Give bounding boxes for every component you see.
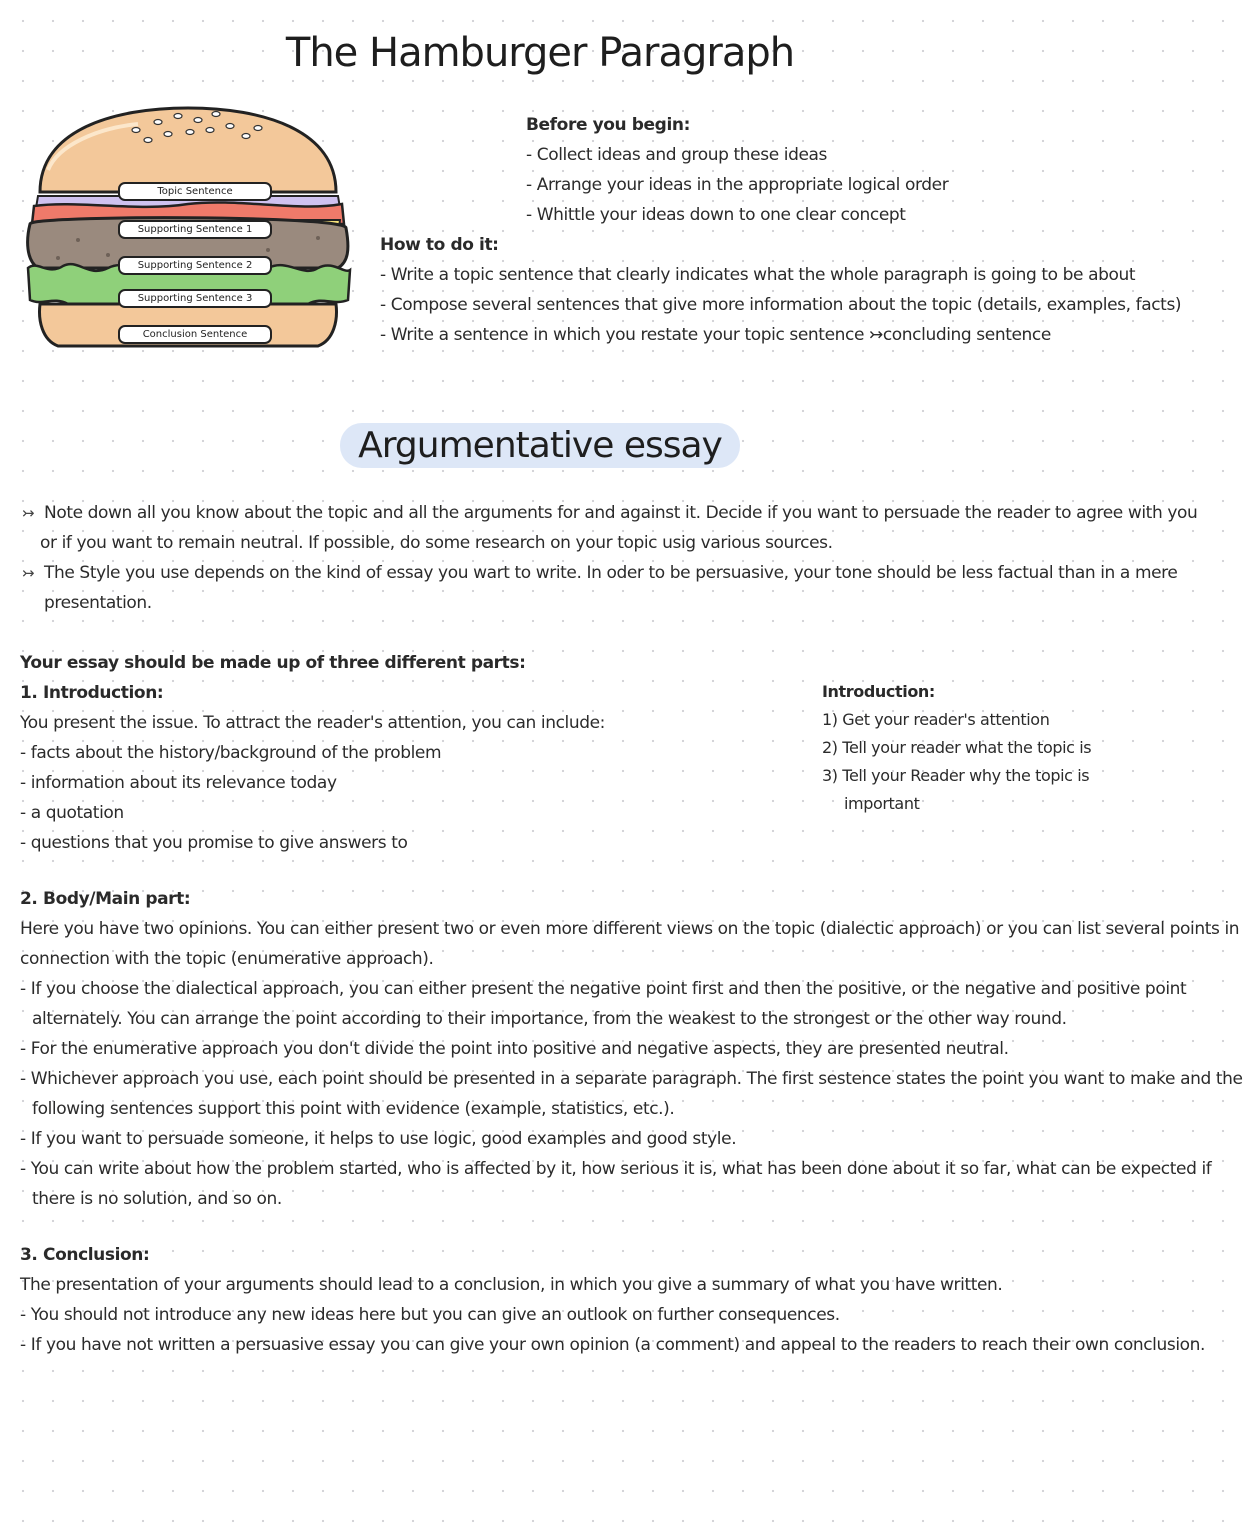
essay-title: Argumentative essay bbox=[340, 423, 740, 468]
burger-label-supporting-3: Supporting Sentence 3 bbox=[118, 289, 272, 308]
before-item: - Whittle your ideas down to one clear concept bbox=[526, 205, 906, 225]
conclusion-line: The presentation of your arguments should lead to a conclusion, in which you give a summary of what you have written. bbox=[20, 1275, 1003, 1295]
how-section bbox=[380, 230, 1181, 350]
body-line: - If you want to persuade someone, it helps to use logic, good examples and good style. bbox=[20, 1129, 737, 1149]
body-section bbox=[20, 884, 1243, 1214]
before-heading: Before you begin: bbox=[526, 115, 690, 135]
page-title: The Hamburger Paragraph bbox=[285, 30, 795, 76]
body-line: - If you choose the dialectical approach, you can either present the negative point first and then the positive, or the negative and positive point bbox=[20, 979, 1187, 999]
intro-line: - information about its relevance today bbox=[20, 773, 337, 793]
parts-section bbox=[20, 648, 605, 858]
how-heading: How to do it: bbox=[380, 235, 499, 255]
conclusion-line: - You should not introduce any new ideas here but you can give an outlook on further consequences. bbox=[20, 1305, 840, 1325]
body-line: - Whichever approach you use, each point should be presented in a separate paragraph. The first sestence states the point you want to make and the bbox=[20, 1069, 1243, 1089]
intro-line: - questions that you promise to give answers to bbox=[20, 833, 408, 853]
intro-box-line: 2) Tell your reader what the topic is bbox=[822, 738, 1092, 757]
intro-line: - facts about the history/background of the problem bbox=[20, 743, 442, 763]
body-line: - For the enumerative approach you don't divide the point into positive and negative aspects, they are presented neutral. bbox=[20, 1039, 1009, 1059]
note-line: presentation. bbox=[44, 593, 152, 613]
arrow-icon: ↣ bbox=[22, 564, 35, 582]
before-item: - Collect ideas and group these ideas bbox=[526, 145, 828, 165]
body-line: alternately. You can arrange the point according to their importance, from the weakest to the strongest or the other way round. bbox=[32, 1009, 1067, 1029]
note-line: ↣ Note down all you know about the topic and all the arguments for and against it. Decide if you want to persuade the reader to agree with you bbox=[22, 498, 1197, 528]
intro-box-line: 1) Get your reader's attention bbox=[822, 710, 1050, 729]
intro-line: - a quotation bbox=[20, 803, 124, 823]
burger-label-topic: Topic Sentence bbox=[118, 182, 272, 201]
intro-box-line: 3) Tell your Reader why the topic is bbox=[822, 766, 1090, 785]
body-line: following sentences support this point with evidence (example, statistics, etc.). bbox=[32, 1099, 675, 1119]
intro-box-heading: Introduction: bbox=[822, 682, 935, 701]
arrow-icon: ↣ bbox=[22, 504, 35, 522]
note-line: or if you want to remain neutral. If possible, do some research on your topic usig various sources. bbox=[40, 533, 833, 553]
parts-heading: Your essay should be made up of three different parts: bbox=[20, 653, 526, 673]
before-item: - Arrange your ideas in the appropriate logical order bbox=[526, 175, 949, 195]
how-item: - Compose several sentences that give more information about the topic (details, examples, facts) bbox=[380, 295, 1182, 315]
intro-box-line: important bbox=[844, 794, 920, 813]
body-line: connection with the topic (enumerative approach). bbox=[20, 949, 434, 969]
conclusion-heading: 3. Conclusion: bbox=[20, 1245, 150, 1265]
conclusion-section bbox=[20, 1240, 1205, 1360]
hamburger-illustration bbox=[18, 100, 358, 360]
burger-label-conclusion: Conclusion Sentence bbox=[118, 325, 272, 344]
body-line: there is no solution, and so on. bbox=[32, 1189, 282, 1209]
body-line: - You can write about how the problem started, who is affected by it, how serious it is, what has been done about it so far, what can be expected if bbox=[20, 1159, 1212, 1179]
conclusion-line: - If you have not written a persuasive essay you can give your own opinion (a comment) and appeal to the readers to reach their own conclusion. bbox=[20, 1335, 1206, 1355]
body-line: Here you have two opinions. You can either present two or even more different views on the topic (dialectic approach) or you can list several points in bbox=[20, 919, 1240, 939]
how-item: - Write a sentence in which you restate your topic sentence ↣concluding sentence bbox=[380, 325, 1051, 345]
intro-heading: 1. Introduction: bbox=[20, 683, 164, 703]
notes-section bbox=[22, 498, 1197, 618]
before-section bbox=[526, 110, 948, 230]
intro-sidebox bbox=[822, 678, 1091, 818]
burger-label-supporting-1: Supporting Sentence 1 bbox=[118, 220, 272, 239]
essay-title-wrap bbox=[0, 425, 1080, 466]
how-item: - Write a topic sentence that clearly indicates what the whole paragraph is going to be about bbox=[380, 265, 1136, 285]
burger-label-supporting-2: Supporting Sentence 2 bbox=[118, 256, 272, 275]
body-heading: 2. Body/Main part: bbox=[20, 889, 191, 909]
intro-line: You present the issue. To attract the reader's attention, you can include: bbox=[20, 713, 606, 733]
note-line: ↣ The Style you use depends on the kind of essay you wart to write. In oder to be persuasive, your tone should be less factual than in a mere bbox=[22, 558, 1197, 588]
